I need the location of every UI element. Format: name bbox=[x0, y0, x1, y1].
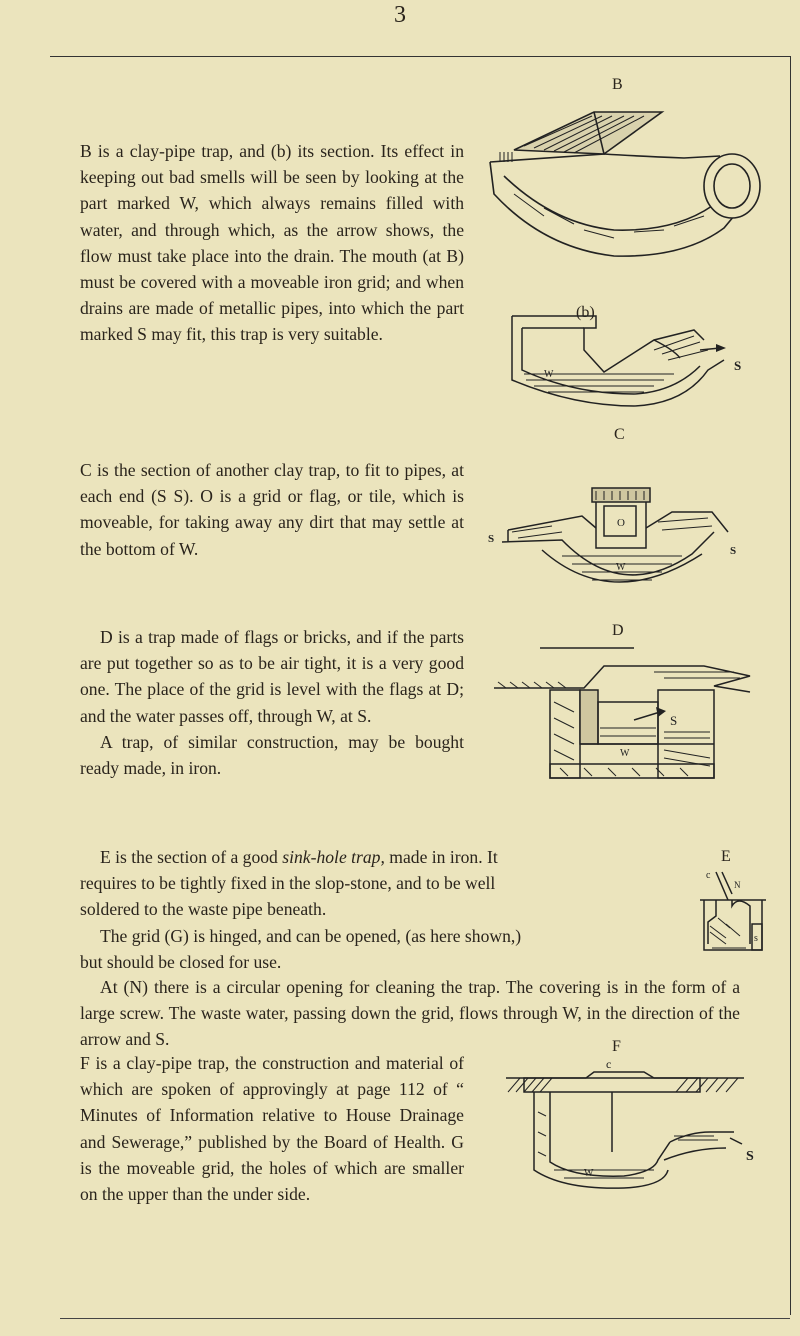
figure-d-label: D bbox=[612, 622, 624, 639]
text-e-line-2: requires to be tightly fixed in the slop-stone, and to be well bbox=[80, 873, 496, 894]
figure-c-letter-s-left: S bbox=[488, 533, 495, 545]
text-e-line-1-end: made in iron. It bbox=[384, 847, 498, 867]
figure-d-letter-s: S bbox=[670, 713, 678, 728]
figure-b-label: B bbox=[612, 76, 623, 93]
figure-e-letter-s: s bbox=[754, 933, 758, 944]
text-e-line-1 bbox=[80, 844, 720, 870]
figure-e-label: E bbox=[721, 848, 731, 865]
figure-e-letter-n: N bbox=[734, 880, 741, 890]
figure-f-letter-w: W bbox=[584, 1168, 594, 1179]
figure-d-letter-w: W bbox=[620, 748, 630, 759]
text-e-line-3: soldered to the waste pipe beneath. bbox=[80, 899, 327, 920]
text-d-paragraph-1: D is a trap made of flags or bricks, and if the parts are put together so as to be air tight, it is a very good one. The place of the grid is level with the flags at D; and the water passes off, through W, at S. bbox=[80, 627, 464, 726]
figure-b-section bbox=[504, 310, 764, 418]
text-e-line-5: but should be closed for use. bbox=[80, 951, 282, 972]
figure-b-letter-w: W bbox=[544, 369, 554, 380]
figure-c-letter-s-right: S bbox=[730, 545, 737, 557]
text-e-line-4: The grid (G) is hinged, and can be opened, (as here shown,) bbox=[100, 925, 522, 946]
page-number: 3 bbox=[394, 2, 406, 28]
figure-b-letter-s: S bbox=[734, 358, 742, 373]
figure-f-label: F bbox=[612, 1038, 621, 1055]
figure-c-label: C bbox=[614, 426, 625, 443]
text-e-paragraph-2-body: At (N) there is a circular opening for cleaning the trap. The covering is in the form of a large screw. The waste water, passing down the grid, flows through W, in the direction of the arrow and S. bbox=[80, 977, 740, 1050]
figure-d-flag-trap bbox=[484, 642, 760, 782]
text-e bbox=[80, 844, 720, 975]
figure-f-letter-g: c bbox=[606, 1057, 612, 1071]
figure-e-sink-hole-trap bbox=[696, 866, 772, 962]
figure-b-clay-pipe-trap bbox=[484, 98, 764, 300]
text-e-line-1-start: E is the section of a good bbox=[100, 847, 283, 867]
figure-c-letter-o: O bbox=[617, 517, 625, 529]
text-e-paragraph-2 bbox=[80, 974, 740, 1053]
text-b: B is a clay-pipe trap, and (b) its section. Its effect in keeping out bad smells will be seen by looking at the part marked W, which always remains filled with water, and through which, as the arrow shows, the flow must take place into the drain. The mouth (at B) must be covered with a moveable iron grid; and when drains are made of metallic pipes, into which the part marked S may fit, this trap is very suitable. bbox=[80, 141, 464, 345]
figure-c-letter-w: W bbox=[616, 562, 626, 573]
figure-f-clay-pipe-trap bbox=[494, 1052, 764, 1192]
bottom-rule bbox=[60, 1318, 790, 1319]
text-f: F is a clay-pipe trap, the construction and material of which are spoken of approvingly at page 112 of “ Minutes of Information relative to House Drainage and Sewerage,” published by the Board of Health. G is the moveable grid, the holes of which are smaller on the upper than the under side. bbox=[80, 1053, 464, 1205]
figure-e-letter-g: c bbox=[706, 870, 711, 881]
text-e-emphasis: sink-hole trap, bbox=[282, 847, 385, 867]
text-d-paragraph-2: A trap, of similar construction, may be bought ready made, in iron. bbox=[80, 731, 464, 779]
figure-b-section-label: (b) bbox=[576, 304, 595, 321]
text-c: C is the section of another clay trap, to fit to pipes, at each end (S S). O is a grid or flag, or tile, which is moveable, for taking away any dirt that may settle at the bottom of W. bbox=[80, 460, 464, 559]
text-d bbox=[80, 624, 464, 781]
figure-c-clay-trap bbox=[482, 482, 752, 614]
figure-f-letter-s: S bbox=[746, 1149, 754, 1164]
